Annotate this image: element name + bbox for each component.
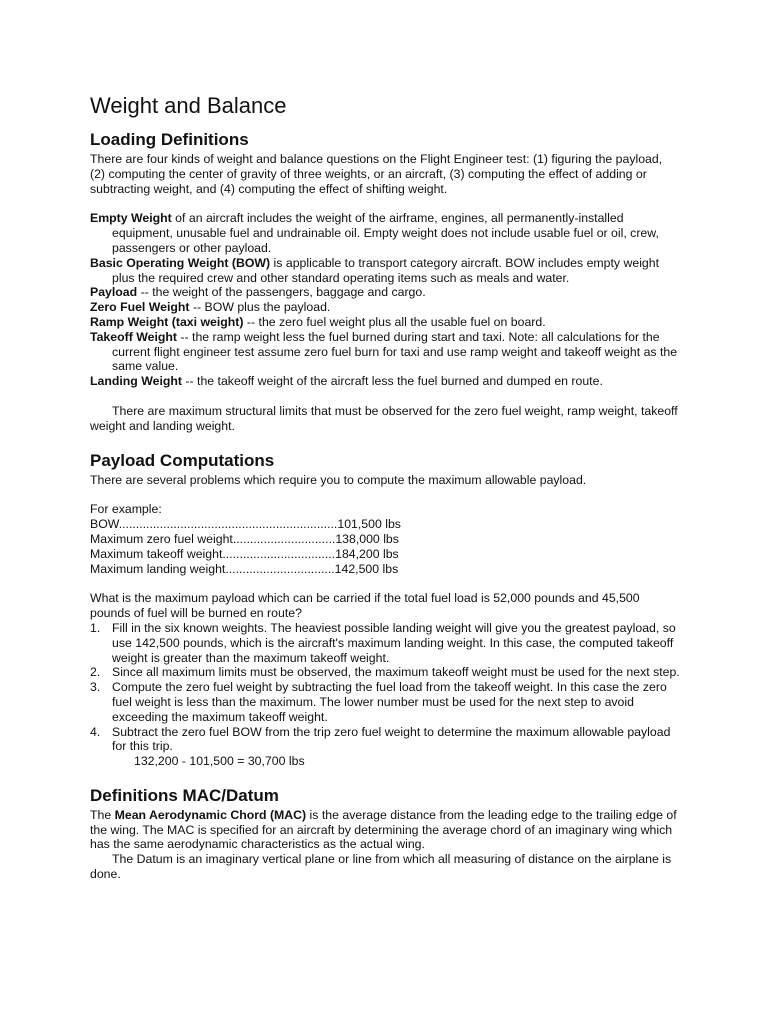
definition-ramp-weight (90, 315, 680, 330)
definition-term: Basic Operating Weight (BOW) (90, 255, 271, 270)
definition-term: Empty Weight (90, 211, 172, 226)
solution-step (90, 665, 680, 680)
definition-text: is applicable to transport category aircraft. BOW includes empty weight plus the required crew and other standard operating items such as meals and water. (112, 255, 660, 285)
definition-text: -- BOW plus the payload. (189, 300, 331, 315)
definition-term: Payload (90, 285, 138, 300)
step-text: Subtract the zero fuel BOW from the trip zero fuel weight to determine the maximum allowable payload for this trip. (112, 724, 671, 754)
spacer (90, 389, 680, 404)
step-number: 1. (90, 620, 101, 635)
spacer (90, 769, 680, 786)
example-line-bow: BOW................................................................101,500 lbs (90, 517, 401, 532)
definition-term: Zero Fuel Weight (90, 300, 190, 315)
structural-limits-paragraph: There are maximum structural limits that must be observed for the zero fuel weight, ramp weight, takeoff weight and landing weight. (90, 403, 678, 433)
definitions-list (90, 211, 680, 389)
spacer (90, 196, 680, 211)
definition-text: of an aircraft includes the weight of the airframe, engines, all permanently-installed equipment, unusable fuel and undrainable oil. Empty weight does not include usable fuel or oil, crew, passengers or other payload. (112, 211, 659, 255)
mac-term: Mean Aerodynamic Chord (MAC) (114, 807, 307, 822)
solution-steps-list (90, 621, 680, 754)
definition-term: Landing Weight (90, 374, 182, 389)
step-number: 4. (90, 724, 101, 739)
example-line-max-takeoff: Maximum takeoff weight.................................184,200 lbs (90, 546, 399, 561)
definition-term: Ramp Weight (taxi weight) (90, 314, 244, 329)
section-heading-payload-computations: Payload Computations (90, 450, 275, 470)
example-line-max-landing: Maximum landing weight................................142,500 lbs (90, 561, 399, 576)
definition-empty-weight (90, 211, 680, 255)
example-line-max-zero-fuel: Maximum zero fuel weight..............................138,000 lbs (90, 531, 399, 546)
payload-question: What is the maximum payload which can be carried if the total fuel load is 52,000 pounds and 45,500 pounds of fuel will be burned en route? (90, 591, 640, 621)
loading-intro-paragraph: There are four kinds of weight and balance questions on the Flight Engineer test: (1) figuring the payload, (2) computing the center of gravity of three weights, or an aircraft, (3) computing the effect of adding or subtracting weight, and (4) computing the effect of shifting weight. (90, 152, 663, 196)
mac-definition-paragraph (90, 808, 680, 852)
mac-text: is the average distance from the leading edge to the trailing edge of the wing. The MAC is specified for an aircraft by determining the average chord of an imaginary wing which has the same aerodynamic characteristics as the actual wing. (90, 807, 677, 852)
example-label: For example: (90, 502, 162, 517)
solution-step (90, 725, 680, 755)
definition-text: -- the weight of the passengers, baggage and cargo. (137, 285, 426, 300)
datum-definition-paragraph: The Datum is an imaginary vertical plane or line from which all measuring of distance on the airplane is done. (90, 852, 672, 882)
step-text: Since all maximum limits must be observed, the maximum takeoff weight must be used for the next step. (112, 665, 680, 680)
definition-text: -- the ramp weight less the fuel burned during start and taxi. Note: all calculations for the current flight engineer test assume zero fuel burn for taxi and use ramp weight and takeoff weight as the same value. (112, 329, 678, 374)
spacer (90, 487, 680, 502)
definition-term: Takeoff Weight (90, 329, 177, 344)
section-heading-loading-definitions: Loading Definitions (90, 130, 249, 149)
payload-intro-paragraph: There are several problems which require you to compute the maximum allowable payload. (90, 472, 587, 487)
document-page (90, 92, 680, 882)
payload-calculation: 132,200 - 101,500 = 30,700 lbs (134, 754, 305, 769)
page-title: Weight and Balance (90, 93, 287, 118)
step-number: 3. (90, 680, 101, 695)
spacer (90, 576, 680, 591)
definition-basic-operating-weight (90, 256, 680, 286)
definition-payload (90, 285, 680, 300)
mac-prefix: The (90, 807, 115, 822)
example-weights-table (90, 517, 680, 576)
definition-zero-fuel-weight (90, 300, 680, 315)
step-number: 2. (90, 665, 101, 680)
step-text: Fill in the six known weights. The heaviest possible landing weight will give you the greatest payload, so use 142,500 pounds, which is the aircraft's maximum landing weight. In this case, the computed takeoff weight is greater than the maximum takeoff weight. (112, 620, 676, 665)
solution-step (90, 680, 680, 724)
solution-step (90, 621, 680, 665)
step-text: Compute the zero fuel weight by subtracting the fuel load from the takeoff weight. In this case the zero fuel weight is less than the maximum. The lower number must be used for the next step to avoid exceeding the maximum takeoff weight. (112, 680, 667, 724)
section-heading-mac-datum: Definitions MAC/Datum (90, 785, 279, 805)
definition-landing-weight (90, 374, 680, 389)
spacer (90, 434, 680, 451)
definition-text: -- the zero fuel weight plus all the usable fuel on board. (243, 314, 546, 329)
definition-text: -- the takeoff weight of the aircraft less the fuel burned and dumped en route. (182, 374, 603, 389)
definition-takeoff-weight (90, 330, 680, 374)
